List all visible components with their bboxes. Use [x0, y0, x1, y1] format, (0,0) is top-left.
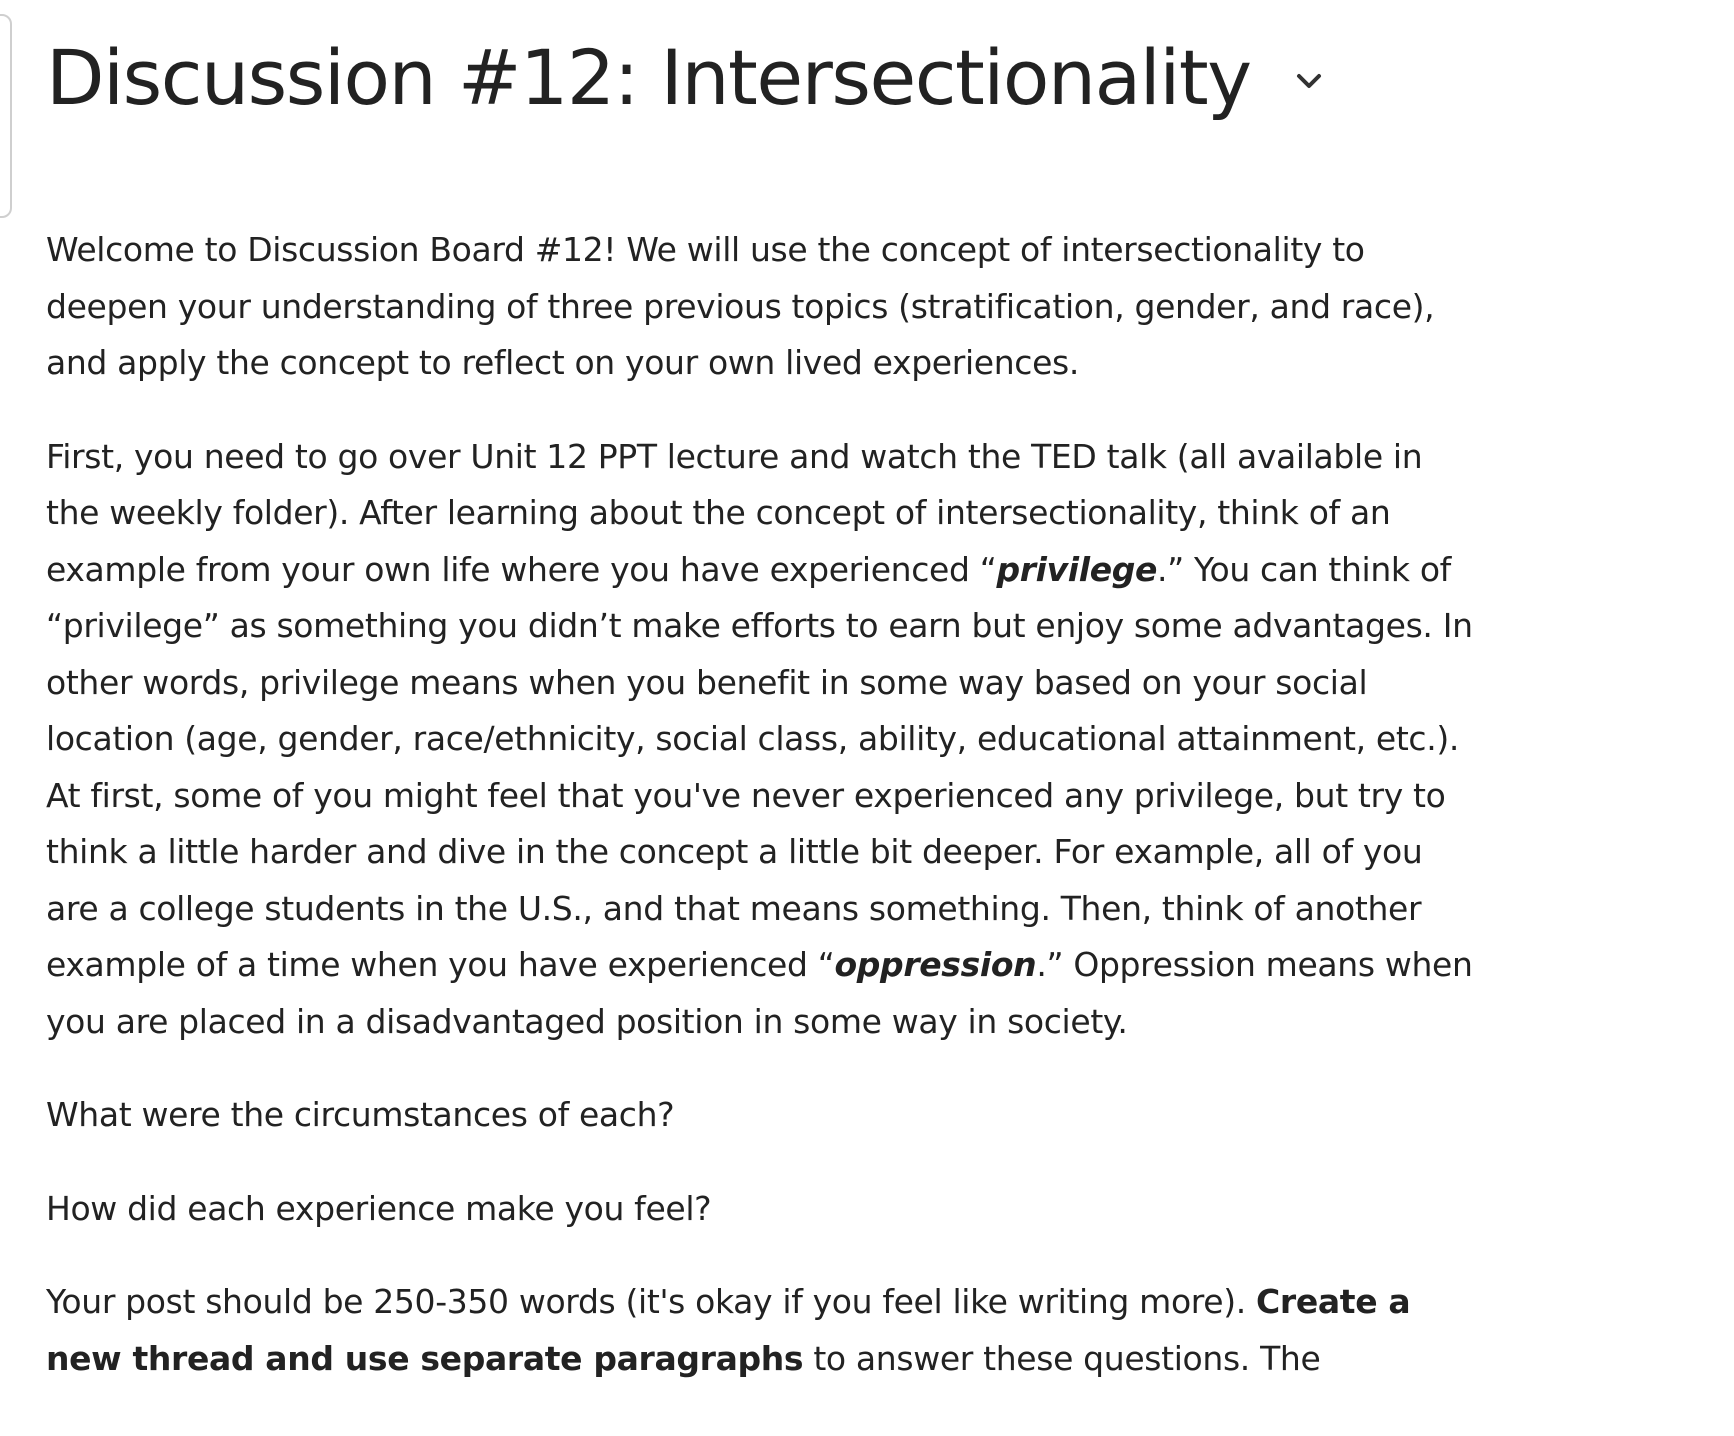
intro-text: Welcome to Discussion Board #12! We will use the concept of intersectionality to deepen your understanding of three previous topics (stratification, gender, and race), and apply the concept to reflect on your own lived experiences. [46, 230, 1435, 382]
requirements-text-1: Your post should be 250-350 words (it's okay if you feel like writing more). [46, 1282, 1257, 1321]
question-circumstances [46, 1087, 1476, 1144]
instructions-text-3: .” Oppression means when you are placed in a disadvantaged position in some way in society. [46, 945, 1473, 1041]
requirements-paragraph [46, 1274, 1476, 1387]
instructions-text-1: First, you need to go over Unit 12 PPT lecture and watch the TED talk (all available in the weekly folder). After learning about the concept of intersectionality, think of an example from your own life where you have experienced “ [46, 436, 1423, 589]
chevron-down-icon [1294, 71, 1324, 91]
instructions-text-2: .” You can think of “privilege” as something you didn’t make efforts to earn but enjoy some advantages. In other words, privilege means when you benefit in some way based on your social location (age, gender, race/ethnicity, social class, ability, educational attainment, etc.). At first, some of you might feel that you've never experienced any privilege, but try to think a little harder and dive in the concept a little bit deeper. For example, all of you are a college students in the U.S., and that means something. Then, think of another example of a time when you have experienced “ [46, 549, 1473, 984]
discussion-description [46, 222, 1476, 1424]
panel-edge [0, 14, 12, 218]
question-1-text: What were the circumstances of each? [46, 1095, 675, 1134]
instructions-paragraph [46, 429, 1476, 1051]
discussion-header [46, 32, 1329, 124]
question-2-text: How did each experience make you feel? [46, 1188, 712, 1228]
title-options-button[interactable] [1289, 61, 1329, 101]
requirements-bold: Create a new thread and use separate paragraphs [46, 1282, 1411, 1378]
intro-paragraph [46, 222, 1476, 392]
page-title: Discussion #12: Intersectionality [46, 33, 1251, 122]
privilege-term: privilege [996, 549, 1158, 589]
oppression-term: oppression [834, 945, 1037, 984]
question-feelings [46, 1181, 1476, 1238]
requirements-text-2: to answer these questions. The [803, 1338, 1321, 1378]
